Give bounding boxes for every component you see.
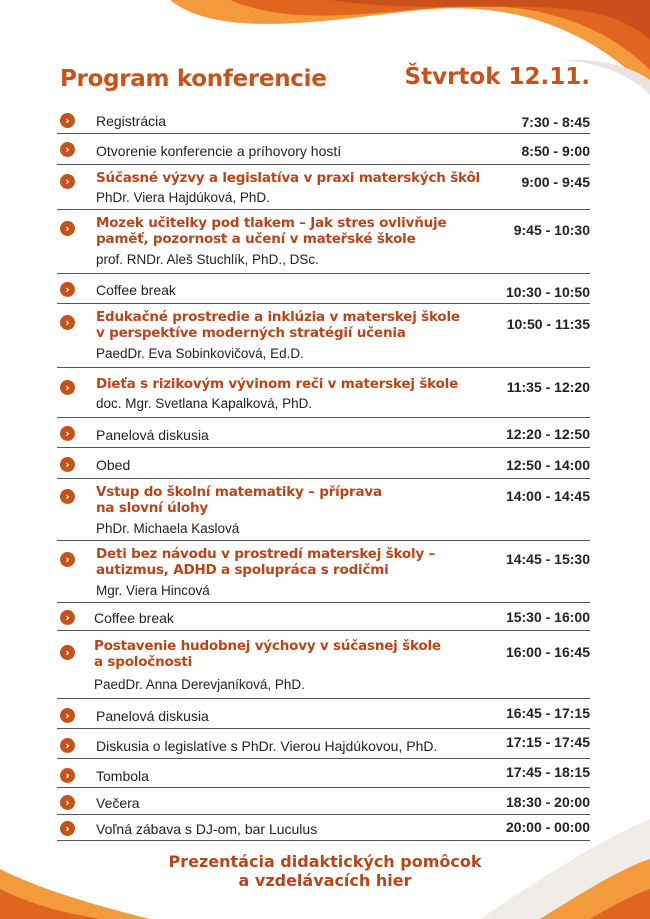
schedule-label: Panelová diskusia	[96, 427, 209, 443]
talk-speaker: PaedDr. Anna Derevjaníková, PhD.	[94, 677, 305, 692]
schedule-label: Panelová diskusia	[96, 708, 209, 724]
schedule-time: 20:00 - 00:00	[505, 819, 590, 835]
schedule-label: Registrácia	[96, 113, 167, 129]
talk-title: Dieťa s rizikovým vývinom reči v materskej škole	[96, 376, 459, 392]
schedule-time: 7:30 - 8:45	[521, 114, 590, 130]
chevron-right-icon: ›	[60, 552, 75, 567]
schedule-time: 17:45 - 18:15	[505, 764, 590, 780]
schedule-row	[57, 165, 590, 210]
chevron-right-icon: ›	[60, 821, 75, 836]
footer-line: a vzdelávacích hier	[238, 871, 412, 890]
talk-title-line: Postavenie hudobnej výchovy v súčasnej škole	[94, 638, 441, 654]
schedule-time: 14:00 - 14:45	[505, 488, 590, 504]
talk-title-line: v perspektíve moderných stratégií učenia	[96, 325, 406, 341]
talk-title-line: Edukačné prostredie a inklúzia v materskej škole	[96, 309, 460, 325]
footer-line: Prezentácia didaktických pomôcok	[168, 852, 482, 871]
chevron-right-icon: ›	[60, 221, 75, 236]
schedule-label: Coffee break	[96, 282, 176, 298]
schedule-time: 15:30 - 16:00	[505, 609, 590, 625]
schedule-row	[57, 631, 590, 699]
schedule-row	[57, 788, 590, 815]
schedule-row	[57, 815, 590, 841]
chevron-right-icon: ›	[60, 457, 75, 472]
schedule-label: Večera	[96, 795, 140, 811]
schedule-time: 16:45 - 17:15	[505, 705, 590, 721]
chevron-right-icon: ›	[60, 142, 75, 157]
schedule-row	[57, 134, 590, 165]
chevron-right-icon: ›	[60, 426, 75, 441]
talk-speaker: PhDr. Michaela Kaslová	[96, 521, 240, 536]
schedule-row	[57, 418, 590, 448]
schedule-time: 12:20 - 12:50	[505, 426, 590, 442]
talk-title-line: na slovní úlohy	[96, 500, 209, 516]
schedule-row	[57, 274, 590, 304]
chevron-right-icon: ›	[60, 174, 75, 189]
schedule-time: 9:45 - 10:30	[513, 222, 590, 238]
schedule-time: 10:50 - 11:35	[506, 316, 590, 332]
talk-title-line: Vstup do školní matematiky – příprava	[96, 484, 382, 500]
schedule-row	[57, 479, 590, 541]
schedule-time: 12:50 - 14:00	[505, 457, 590, 473]
talk-speaker: PaedDr. Eva Sobinkovičová, Ed.D.	[96, 346, 304, 361]
schedule-row	[57, 541, 590, 603]
chevron-right-icon: ›	[60, 768, 75, 783]
chevron-right-icon: ›	[60, 610, 75, 625]
footer-note	[0, 852, 650, 890]
chevron-right-icon: ›	[60, 708, 75, 723]
chevron-right-icon: ›	[60, 282, 75, 297]
schedule-row	[57, 729, 590, 759]
schedule-row	[57, 759, 590, 788]
schedule-row	[57, 107, 590, 134]
schedule-time: 17:15 - 17:45	[505, 734, 590, 750]
talk-title-line: autizmus, ADHD a spolupráca s rodičmi	[96, 562, 389, 578]
talk-speaker: prof. RNDr. Aleš Stuchlík, PhD., DSc.	[96, 252, 319, 267]
chevron-right-icon: ›	[60, 113, 75, 128]
talk-title-line: paměť, pozornost a učení v mateřské škole	[96, 231, 416, 247]
chevron-right-icon: ›	[60, 315, 75, 330]
schedule-label: Diskusia o legislatíve s PhDr. Vierou Hajdúkovou, PhD.	[96, 738, 438, 754]
chevron-right-icon: ›	[60, 738, 75, 753]
schedule-list	[57, 107, 590, 841]
schedule-label: Tombola	[96, 768, 149, 784]
chevron-right-icon: ›	[60, 645, 75, 660]
talk-title-line: Mozek učitelky pod tlakem – Jak stres ovlivňuje	[96, 215, 447, 231]
schedule-label: Coffee break	[94, 610, 174, 626]
talk-title-line: Deti bez návodu v prostredí materskej školy –	[96, 546, 436, 562]
schedule-time: 16:00 - 16:45	[505, 644, 590, 660]
schedule-row	[57, 448, 590, 479]
schedule-label: Voľná zábava s DJ-om, bar Luculus	[96, 821, 318, 837]
schedule-time: 9:00 - 9:45	[521, 174, 590, 190]
talk-speaker: PhDr. Viera Hajdúková, PhD.	[96, 190, 270, 205]
chevron-right-icon: ›	[60, 489, 75, 504]
talk-speaker: doc. Mgr. Svetlana Kapalková, PhD.	[96, 396, 313, 411]
schedule-row	[57, 603, 590, 631]
schedule-row	[57, 210, 590, 274]
schedule-row	[57, 368, 590, 418]
schedule-time: 14:45 - 15:30	[505, 551, 590, 567]
talk-title-line: a spoločnosti	[94, 654, 193, 670]
event-date: Štvrtok 12.11.	[404, 64, 590, 90]
page-title: Program konferencie	[60, 66, 327, 92]
schedule-label: Obed	[96, 457, 131, 473]
chevron-right-icon: ›	[60, 380, 75, 395]
schedule-row	[57, 699, 590, 729]
schedule-time: 8:50 - 9:00	[521, 143, 590, 159]
schedule-time: 18:30 - 20:00	[505, 794, 590, 810]
talk-title: Súčasné výzvy a legislatíva v praxi materských škôl	[96, 170, 480, 186]
schedule-time: 10:30 - 10:50	[505, 284, 590, 300]
schedule-row	[57, 304, 590, 368]
top-wave-decoration	[0, 0, 650, 110]
schedule-time: 11:35 - 12:20	[506, 379, 590, 395]
talk-speaker: Mgr. Viera Hincová	[96, 583, 210, 598]
schedule-label: Otvorenie konferencie a príhovory hostí	[96, 143, 342, 159]
chevron-right-icon: ›	[60, 795, 75, 810]
